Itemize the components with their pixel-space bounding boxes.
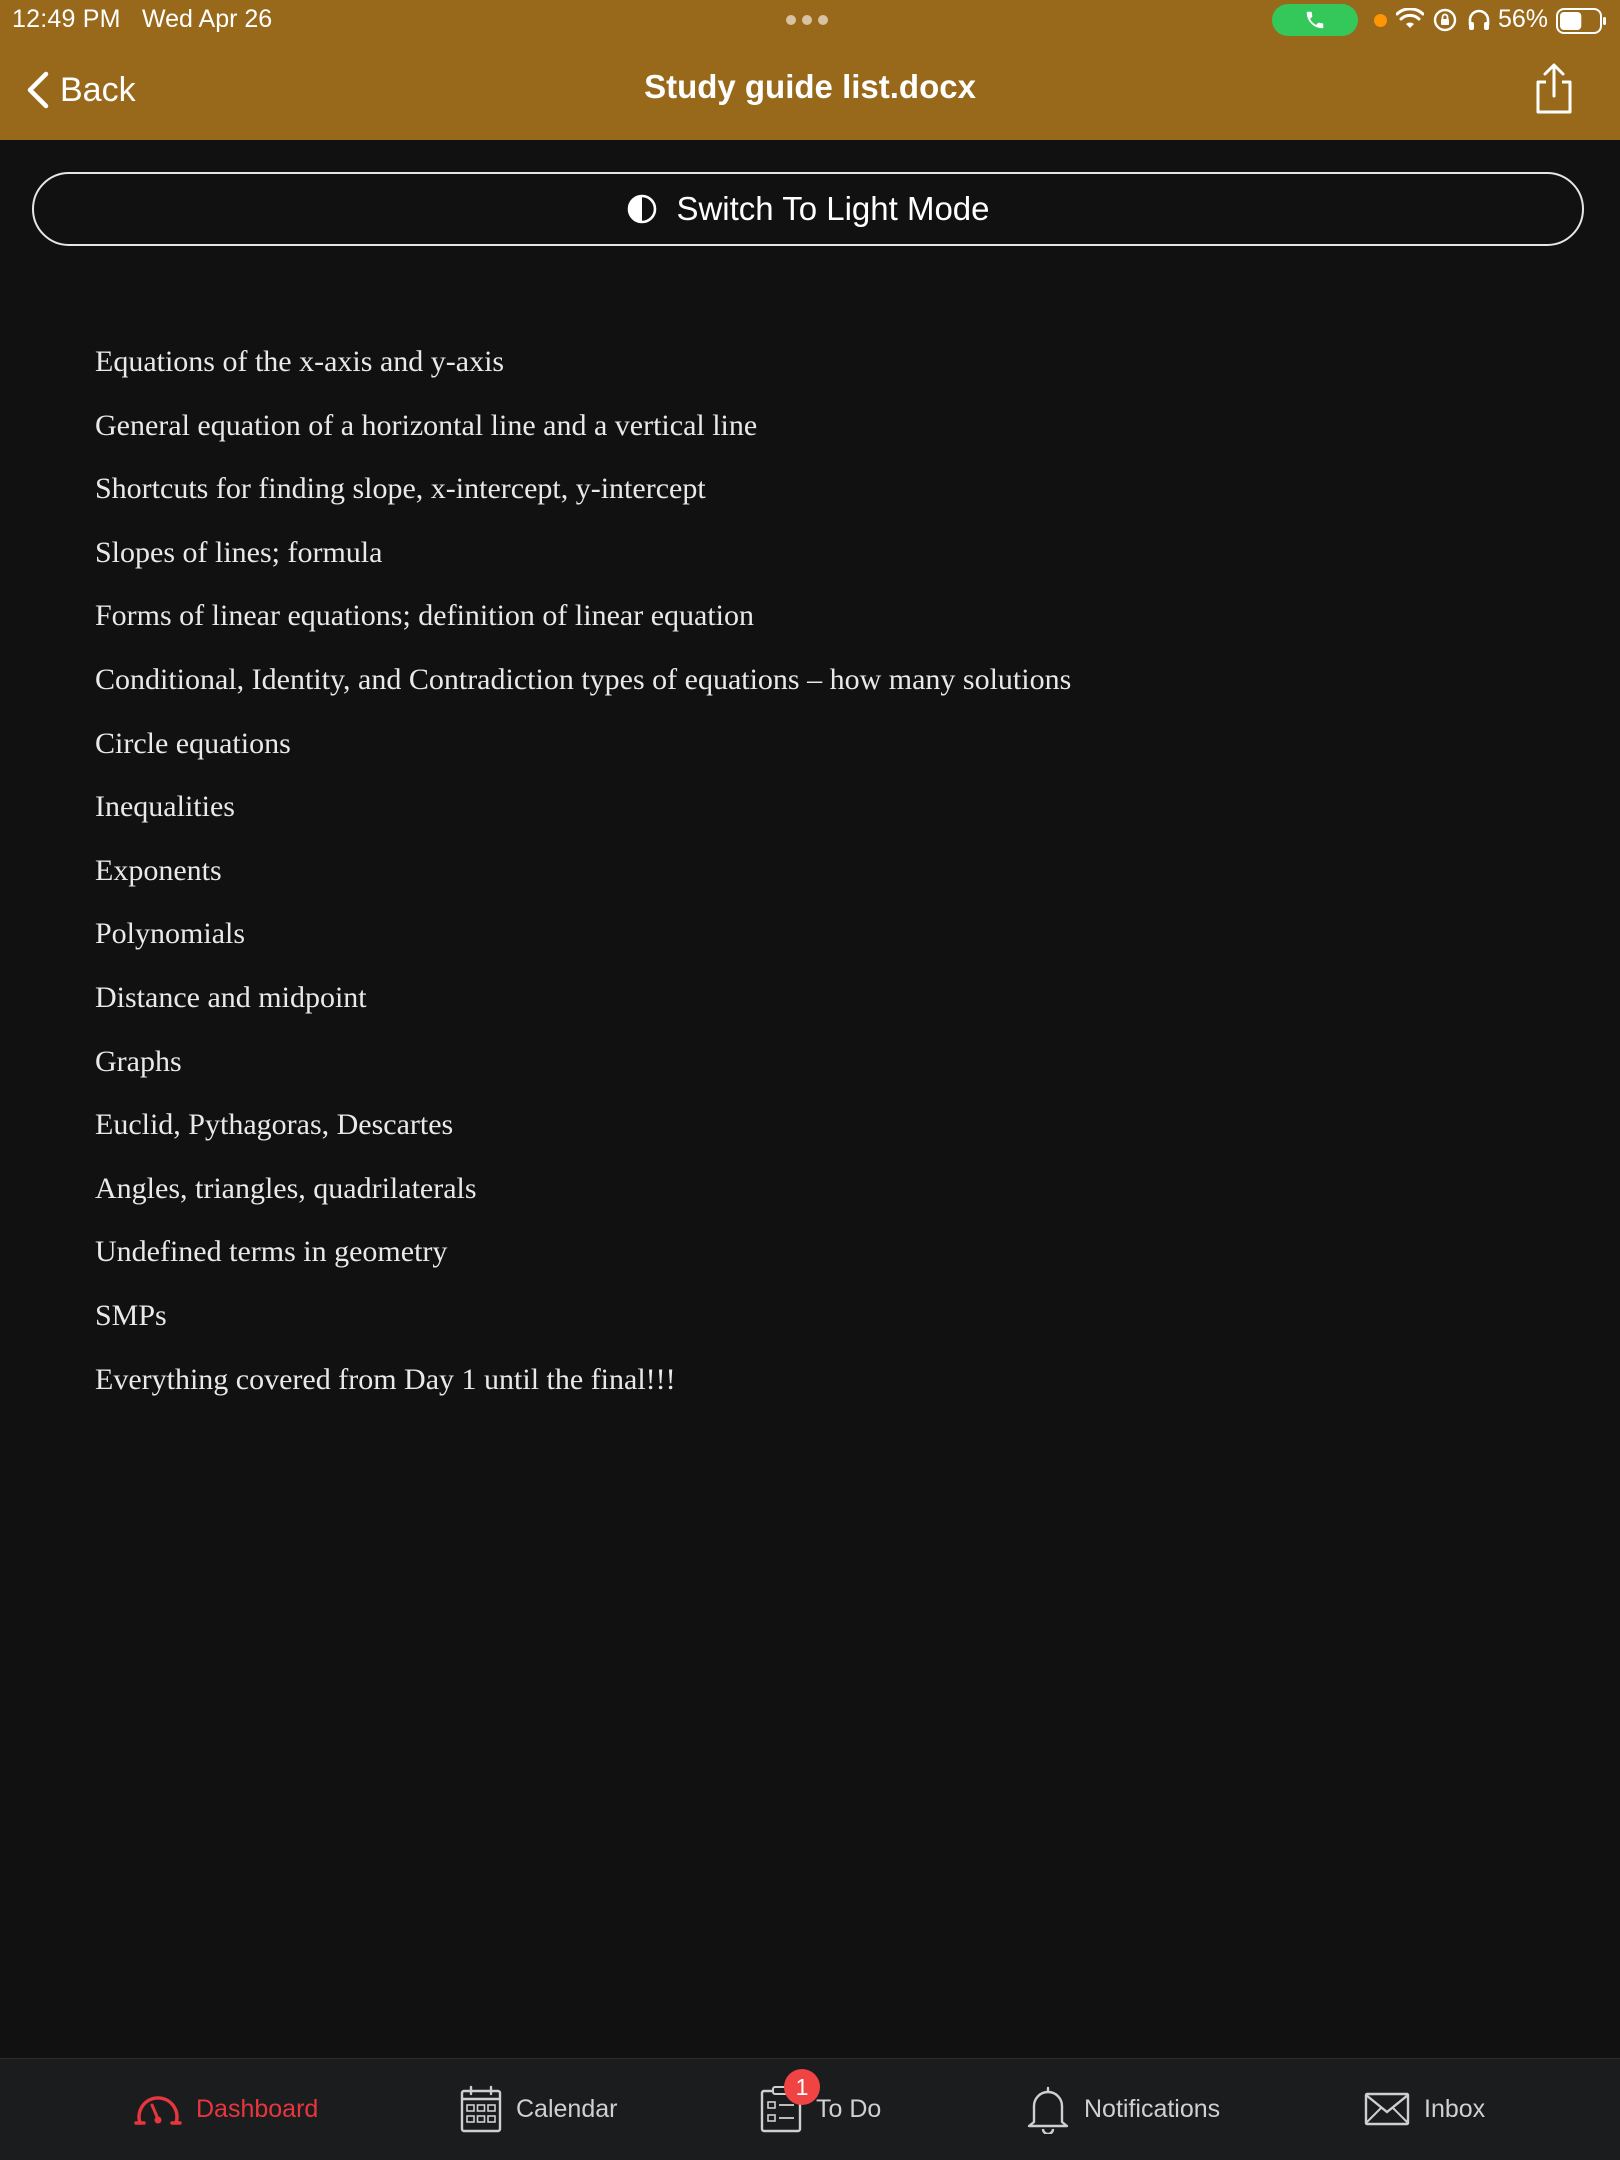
list-item: Euclid, Pythagoras, Descartes: [95, 1108, 454, 1142]
tab-bar: [0, 2058, 1620, 2160]
tab-calendar[interactable]: [460, 2059, 617, 2159]
lock-rotation-icon: [1432, 7, 1458, 38]
share-icon: [1532, 62, 1576, 116]
page-title: Study guide list.docx: [644, 68, 976, 105]
back-label: Back: [60, 70, 136, 109]
tab-inbox[interactable]: [1364, 2059, 1485, 2159]
document-content: [95, 340, 1495, 1421]
status-date: Wed Apr 26: [142, 5, 273, 33]
tab-inbox-label: Inbox: [1424, 2094, 1486, 2123]
list-item: Graphs: [95, 1044, 182, 1078]
switch-light-mode-button[interactable]: [32, 172, 1584, 246]
tab-calendar-label: Calendar: [516, 2094, 618, 2123]
mode-toggle-label: Switch To Light Mode: [676, 190, 990, 227]
battery-percent: 56%: [1498, 5, 1549, 33]
list-item: Polynomials: [95, 917, 246, 951]
list-item: Shortcuts for finding slope, x-intercept, y-intercept: [95, 472, 706, 506]
headphones-icon: [1466, 7, 1492, 38]
list-item: Circle equations: [95, 726, 291, 760]
status-bar: [0, 0, 1620, 40]
list-item: Forms of linear equations; definition of linear equation: [95, 599, 755, 633]
list-item: Distance and midpoint: [95, 980, 367, 1014]
list-item: Undefined terms in geometry: [95, 1235, 448, 1269]
list-item: Conditional, Identity, and Contradiction types of equations – how many solutions: [95, 662, 1072, 696]
list-item: Angles, triangles, quadrilaterals: [95, 1171, 477, 1205]
nav-bar: [0, 40, 1620, 140]
list-item: General equation of a horizontal line and a vertical line: [95, 408, 758, 442]
contrast-icon: [626, 193, 658, 225]
envelope-icon: [1364, 2092, 1410, 2126]
tab-todo[interactable]: [760, 2059, 881, 2159]
tab-dashboard[interactable]: [134, 2059, 318, 2159]
bell-icon: [1026, 2084, 1070, 2134]
multitasking-dots-icon[interactable]: [786, 15, 828, 25]
status-time: 12:49 PM: [12, 5, 121, 33]
wifi-icon: [1396, 8, 1424, 37]
share-button[interactable]: [1532, 62, 1576, 121]
dashboard-gauge-icon: [134, 2089, 182, 2129]
list-item: Equations of the x-axis and y-axis: [95, 345, 505, 378]
phone-call-icon[interactable]: [1272, 4, 1358, 36]
tab-notifications-label: Notifications: [1084, 2094, 1221, 2123]
calendar-icon: [460, 2085, 502, 2133]
tab-dashboard-label: Dashboard: [196, 2094, 319, 2123]
privacy-indicator-dot: [1374, 14, 1387, 27]
tab-notifications[interactable]: [1026, 2059, 1220, 2159]
list-item: Inequalities: [95, 790, 235, 824]
list-item: Exponents: [95, 853, 222, 887]
list-item: SMPs: [95, 1298, 167, 1332]
battery-icon: [1556, 8, 1608, 39]
tab-todo-label: To Do: [816, 2094, 882, 2123]
todo-badge: 1: [784, 2069, 820, 2105]
list-item: Everything covered from Day 1 until the final!!!: [95, 1362, 676, 1396]
list-item: Slopes of lines; formula: [95, 535, 383, 569]
